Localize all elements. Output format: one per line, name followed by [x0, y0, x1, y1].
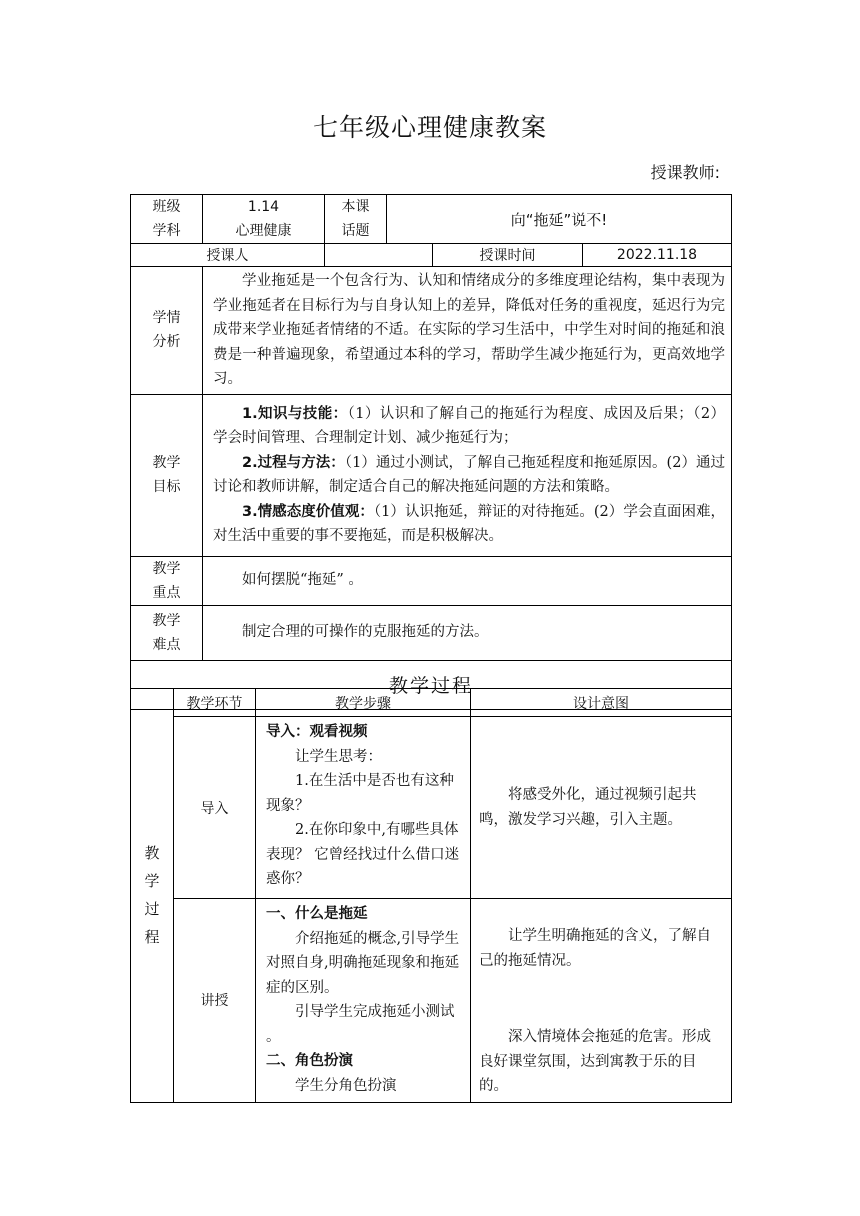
lecturer-value [325, 244, 433, 267]
key-point-text [203, 556, 732, 605]
intro-line-3: 2.在你印象中,有哪些具体表现？ 它曾经找过什么借口迷惑你？ [266, 822, 460, 887]
goal-2-text: （1）通过小测试，了解自己拖延程度和拖延原因。(2）通过讨论和教师讲解，制定适合自己的解决拖延问题的方法和策略。 [213, 454, 726, 495]
topic-value: 向“拖延”说不! [387, 195, 732, 244]
intro-steps [256, 717, 471, 899]
header-stage: 教学环节 [174, 689, 256, 717]
intro-intent-text: 将感受外化，通过视频引起共鸣，激发学习兴趣，引入主题。 [479, 787, 697, 828]
goal-2 [213, 451, 725, 500]
lecture-paragraph-2: 引导学生完成拖延小测试 。 [266, 1004, 455, 1045]
goal-3 [213, 500, 725, 549]
lesson-info-table [130, 194, 732, 710]
goals-row [131, 394, 732, 556]
lecture-steps [256, 899, 471, 1103]
info-row-class [131, 195, 732, 244]
lecture-paragraph-3: 学生分角色扮演 [295, 1077, 397, 1094]
goal-1-text: （1）认识和了解自己的拖延行为程度、成因及后果；（2）学会时间管理、合理制定计划、减少拖延行为； [213, 405, 726, 446]
key-point-paragraph: 如何摆脱“拖延” 。 [242, 572, 363, 589]
goal-1 [213, 402, 725, 451]
intro-stage: 导入 [174, 717, 256, 899]
lecture-intent-1: 让学生明确拖延的含义，了解自己的拖延情况。 [479, 928, 711, 969]
lecture-stage: 讲授 [174, 899, 256, 1103]
lecture-intent-2: 深入情境体会拖延的危害。形成良好课堂氛围，达到寓教于乐的目的。 [479, 1029, 711, 1094]
info-row-lecturer [131, 244, 732, 267]
goal-3-title: 3.情感态度价值观： [242, 503, 374, 520]
analysis-text [203, 267, 732, 395]
intro-line-1: 让学生思考： [295, 748, 382, 765]
difficulty-label: 教学 难点 [131, 605, 203, 660]
difficulty-row [131, 605, 732, 660]
intro-row [131, 717, 732, 899]
process-side-label: 教 学 过 程 [131, 689, 174, 1103]
difficulty-paragraph: 制定合理的可操作的克服拖延的方法。 [242, 624, 489, 641]
time-label: 授课时间 [433, 244, 583, 267]
key-point-row [131, 556, 732, 605]
analysis-label: 学情 分析 [131, 267, 203, 395]
lecture-paragraph-1: 介绍拖延的概念,引导学生对照自身,明确拖延现象和拖延症的区别。 [266, 930, 460, 996]
intro-heading: 导入：观看视频 [266, 723, 368, 740]
teacher-label [651, 160, 720, 183]
intro-intent [471, 717, 732, 899]
goal-3-text: （1）认识拖延，辩证的对待拖延。(2）学会直面困难，对生活中重要的事不要拖延，而是积极解决。 [213, 503, 726, 544]
process-header-row [131, 689, 732, 717]
lecturer-label: 授课人 [131, 244, 325, 267]
lecture-heading-1: 一、什么是拖延 [266, 905, 368, 922]
lecture-heading-2: 二、角色扮演 [266, 1052, 353, 1069]
goals-text [203, 394, 732, 556]
lecture-row [131, 899, 732, 1103]
goal-2-title: 2.过程与方法： [242, 454, 345, 471]
process-section-title: 教学过程 [131, 660, 732, 709]
document-title: 七年级心理健康教案 [312, 113, 547, 142]
difficulty-text [203, 605, 732, 660]
topic-label: 本课 话题 [325, 195, 387, 244]
goal-1-title: 1.知识与技能： [242, 405, 348, 422]
process-table [130, 688, 732, 1103]
analysis-paragraph: 学业拖延是一个包含行为、认知和情绪成分的多维度理论结构，集中表现为学业拖延者在目标行为与自身认知上的差异，降低对任务的重视度，延迟行为完成带来学业拖延者情绪的不适。在实际的学习生活中，中学生对时间的拖延和浪费是一种普遍现象，希望通过本科的学习，帮助学生减少拖延行为，更高效地学习。 [213, 273, 726, 387]
time-value: 2022.11.18 [583, 244, 732, 267]
intro-line-2: 1.在生活中是否也有这种现象？ [266, 773, 454, 814]
header-steps: 教学步骤 [256, 689, 471, 717]
class-label: 班级 学科 [131, 195, 203, 244]
key-point-label: 教学 重点 [131, 556, 203, 605]
teacher-label-text: 授课教师: [650, 163, 720, 182]
class-value: 1.14 心理健康 [203, 195, 325, 244]
lecture-intent [471, 899, 732, 1103]
goals-label: 教学 目标 [131, 394, 203, 556]
header-intent: 设计意图 [471, 689, 732, 717]
analysis-row [131, 267, 732, 395]
